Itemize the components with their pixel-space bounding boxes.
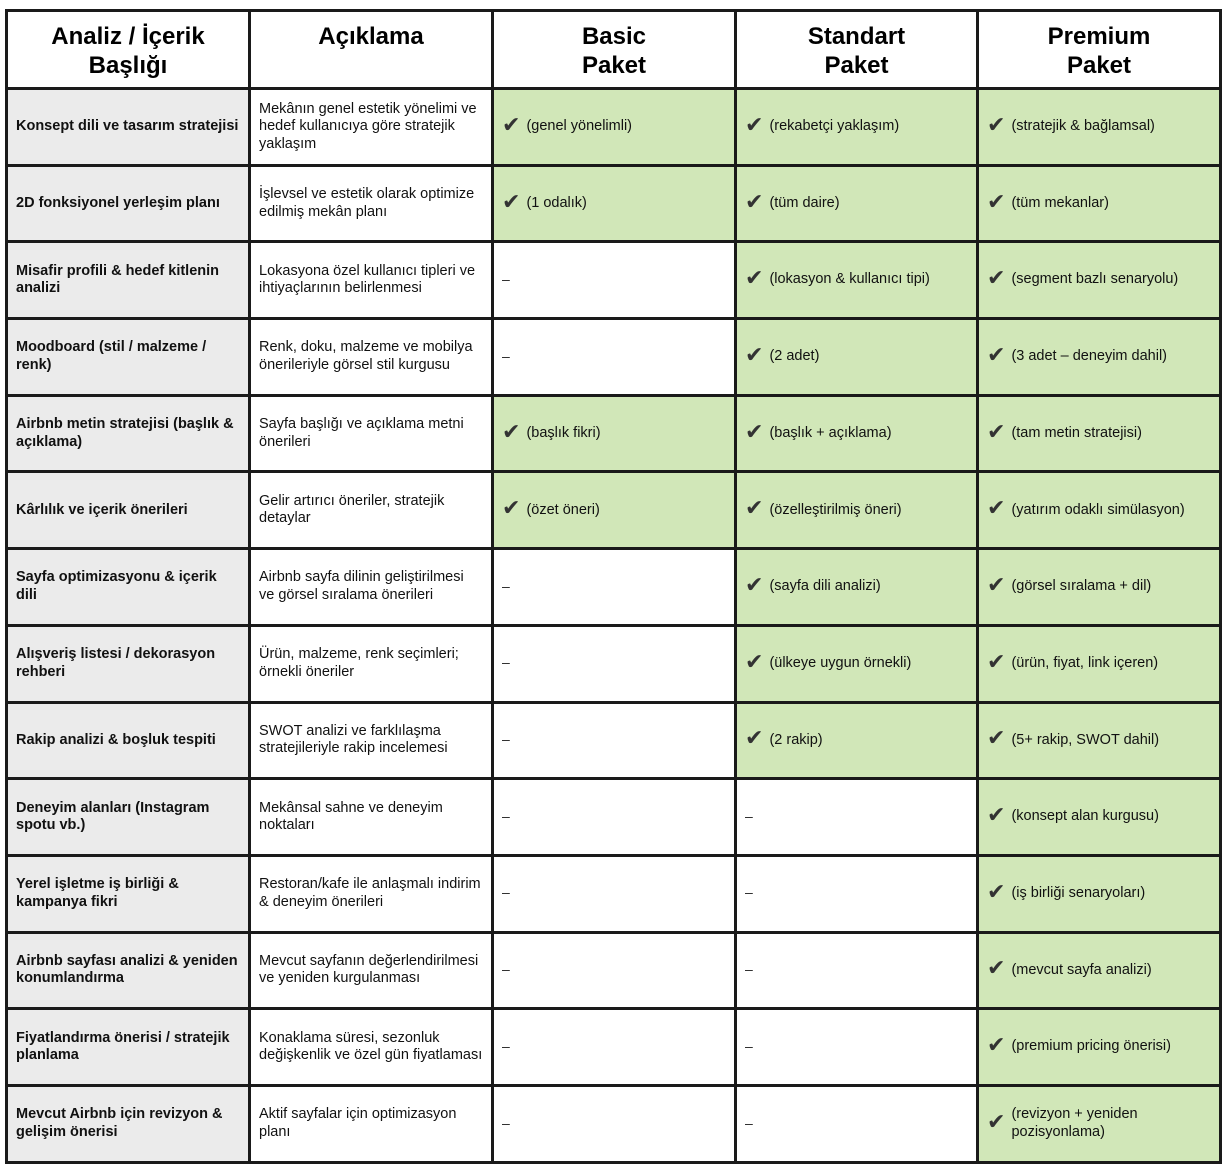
premium-package-cell [978, 779, 1221, 856]
standard-package-cell [736, 702, 978, 779]
package-note: (başlık fikri) [526, 424, 601, 441]
description-text: Gelir artırıcı öneriler, stratejik detaylar [259, 492, 445, 527]
basic-package-cell [493, 855, 736, 932]
header-premium [978, 11, 1221, 89]
description-text: Mekânın genel estetik yönelimi ve hedef kullanıcıya göre stratejik yaklaşım [259, 100, 477, 152]
included-content [745, 112, 968, 138]
package-note: (sayfa dili analizi) [769, 578, 881, 595]
basic-package-cell [493, 1085, 736, 1162]
description-cell [250, 1009, 493, 1086]
package-note: (iş birliği senaryoları) [1011, 884, 1146, 901]
not-included-dash: – [745, 807, 753, 824]
package-note: (2 rakip) [769, 731, 823, 748]
not-included-dash: – [502, 884, 510, 901]
description-cell [250, 855, 493, 932]
feature-cell [7, 702, 250, 779]
checkmark-icon: ✔ [987, 956, 1006, 982]
included-content [745, 726, 968, 752]
checkmark-icon: ✔ [987, 726, 1006, 752]
checkmark-icon: ✔ [745, 649, 764, 675]
comparison-table-wrapper [5, 9, 1222, 1164]
included-content [987, 726, 1211, 752]
feature-cell [7, 242, 250, 319]
header-premium-label: Premium Paket [1047, 23, 1151, 79]
feature-label: Airbnb sayfası analizi & yeniden konumlandırma [16, 952, 238, 987]
included-content [987, 572, 1211, 598]
package-note: (ürün, fiyat, link içeren) [1011, 654, 1159, 671]
description-cell [250, 165, 493, 242]
description-cell [250, 89, 493, 166]
header-description [250, 11, 493, 89]
package-note: (lokasyon & kullanıcı tipi) [769, 271, 930, 288]
package-note: (tam metin stratejisi) [1011, 424, 1142, 441]
standard-package-cell [736, 395, 978, 472]
description-cell [250, 319, 493, 396]
premium-package-cell [978, 395, 1221, 472]
standard-package-cell [736, 932, 978, 1009]
feature-cell [7, 1009, 250, 1086]
basic-package-cell [493, 625, 736, 702]
standard-package-cell [736, 1085, 978, 1162]
premium-package-cell [978, 625, 1221, 702]
not-included-dash: – [502, 807, 510, 824]
standard-package-cell [736, 319, 978, 396]
feature-label: Yerel işletme iş birliği & kampanya fikri [16, 876, 179, 910]
table-row [7, 319, 1221, 396]
table-row [7, 855, 1221, 932]
premium-package-cell [978, 702, 1221, 779]
checkmark-icon: ✔ [987, 496, 1006, 522]
not-included-dash: – [745, 1114, 753, 1131]
description-cell [250, 702, 493, 779]
feature-cell [7, 932, 250, 1009]
package-note: (revizyon + yeniden pozisyonlama) [1011, 1106, 1138, 1140]
basic-package-cell [493, 89, 736, 166]
package-comparison-table [5, 9, 1222, 1164]
standard-package-cell [736, 1009, 978, 1086]
included-content [745, 342, 968, 368]
not-included-dash: – [745, 884, 753, 901]
checkmark-icon: ✔ [745, 112, 764, 138]
included-content [987, 956, 1211, 982]
included-content [987, 1106, 1211, 1141]
description-text: Konaklama süresi, sezonluk değişkenlik ve özel gün fiyatlaması [259, 1029, 483, 1064]
description-text: Airbnb sayfa dilinin geliştirilmesi ve görsel sıralama önerileri [259, 569, 464, 603]
basic-package-cell [493, 702, 736, 779]
included-content [502, 112, 726, 138]
feature-label: Deneyim alanları (Instagram spotu vb.) [16, 799, 210, 834]
description-cell [250, 472, 493, 549]
included-content [502, 496, 726, 522]
package-note: (2 adet) [769, 348, 820, 365]
table-row [7, 932, 1221, 1009]
package-note: (ülkeye uygun örnekli) [769, 654, 912, 671]
feature-cell [7, 549, 250, 626]
feature-label: Sayfa optimizasyonu & içerik dili [16, 569, 217, 603]
package-note: (premium pricing önerisi) [1011, 1038, 1171, 1055]
checkmark-icon: ✔ [987, 1109, 1006, 1135]
premium-package-cell [978, 932, 1221, 1009]
package-note: (özet öneri) [526, 501, 600, 518]
header-row [7, 11, 1221, 89]
feature-cell [7, 855, 250, 932]
standard-package-cell [736, 855, 978, 932]
table-row [7, 779, 1221, 856]
basic-package-cell [493, 1009, 736, 1086]
package-note: (tüm daire) [769, 194, 840, 211]
table-row [7, 472, 1221, 549]
description-text: Ürün, malzeme, renk seçimleri; örnekli öneriler [259, 646, 459, 680]
standard-package-cell [736, 625, 978, 702]
checkmark-icon: ✔ [745, 342, 764, 368]
checkmark-icon: ✔ [502, 496, 521, 522]
checkmark-icon: ✔ [745, 266, 764, 292]
premium-package-cell [978, 165, 1221, 242]
feature-label: Airbnb metin stratejisi (başlık & açıklama) [16, 416, 234, 450]
feature-cell [7, 779, 250, 856]
package-note: (rekabetçi yaklaşım) [769, 118, 900, 135]
table-row [7, 702, 1221, 779]
feature-label: Misafir profili & hedef kitlenin analizi [16, 262, 220, 297]
not-included-dash: – [502, 731, 510, 748]
feature-label: Kârlılık ve içerik önerileri [16, 501, 188, 518]
package-note: (1 odalık) [526, 194, 587, 211]
table-row [7, 89, 1221, 166]
premium-package-cell [978, 242, 1221, 319]
included-content [987, 879, 1211, 905]
description-text: Lokasyona özel kullanıcı tipleri ve ihtiyaçlarının belirlenmesi [259, 262, 476, 297]
header-description-label: Açıklama [318, 23, 424, 50]
included-content [745, 496, 968, 522]
included-content [745, 572, 968, 598]
feature-cell [7, 625, 250, 702]
description-text: Mekânsal sahne ve deneyim noktaları [259, 799, 443, 834]
description-text: Aktif sayfalar için optimizasyon planı [259, 1106, 457, 1140]
package-note: (tüm mekanlar) [1011, 194, 1109, 211]
included-content [987, 342, 1211, 368]
not-included-dash: – [502, 961, 510, 978]
package-note: (başlık + açıklama) [769, 424, 892, 441]
included-content [745, 649, 968, 675]
feature-cell [7, 165, 250, 242]
not-included-dash: – [502, 347, 510, 364]
feature-label: Rakip analizi & boşluk tespiti [16, 731, 216, 748]
premium-package-cell [978, 1085, 1221, 1162]
table-body [7, 89, 1221, 1163]
checkmark-icon: ✔ [502, 189, 521, 215]
included-content [987, 419, 1211, 445]
checkmark-icon: ✔ [987, 189, 1006, 215]
not-included-dash: – [502, 1037, 510, 1054]
description-cell [250, 779, 493, 856]
standard-package-cell [736, 165, 978, 242]
included-content [502, 419, 726, 445]
included-content [987, 649, 1211, 675]
description-text: Mevcut sayfanın değerlendirilmesi ve yeniden kurgulanması [259, 952, 479, 987]
header-feature [7, 11, 250, 89]
standard-package-cell [736, 472, 978, 549]
package-note: (görsel sıralama + dil) [1011, 578, 1152, 595]
included-content [745, 189, 968, 215]
included-content [987, 496, 1211, 522]
package-note: (5+ rakip, SWOT dahil) [1011, 731, 1160, 748]
standard-package-cell [736, 242, 978, 319]
feature-cell [7, 472, 250, 549]
checkmark-icon: ✔ [987, 572, 1006, 598]
header-basic [493, 11, 736, 89]
checkmark-icon: ✔ [987, 266, 1006, 292]
description-cell [250, 549, 493, 626]
feature-label: Konsept dili ve tasarım stratejisi [16, 118, 239, 135]
included-content [745, 419, 968, 445]
package-note: (stratejik & bağlamsal) [1011, 118, 1155, 135]
feature-cell [7, 319, 250, 396]
package-note: (yatırım odaklı simülasyon) [1011, 501, 1185, 518]
header-feature-label: Analiz / İçerik Başlığı [51, 23, 205, 79]
feature-label: Fiyatlandırma önerisi / stratejik planlama [16, 1029, 230, 1064]
checkmark-icon: ✔ [745, 726, 764, 752]
description-text: SWOT analizi ve farklılaşma stratejileriyle rakip incelemesi [259, 722, 448, 757]
package-note: (genel yönelimli) [526, 118, 633, 135]
not-included-dash: – [745, 1037, 753, 1054]
not-included-dash: – [502, 577, 510, 594]
table-row [7, 165, 1221, 242]
package-note: (mevcut sayfa analizi) [1011, 961, 1152, 978]
header-basic-label: Basic Paket [581, 23, 647, 79]
table-row [7, 395, 1221, 472]
standard-package-cell [736, 549, 978, 626]
description-cell [250, 242, 493, 319]
premium-package-cell [978, 319, 1221, 396]
basic-package-cell [493, 165, 736, 242]
description-cell [250, 395, 493, 472]
basic-package-cell [493, 242, 736, 319]
not-included-dash: – [502, 654, 510, 671]
basic-package-cell [493, 319, 736, 396]
checkmark-icon: ✔ [987, 1033, 1006, 1059]
table-row [7, 242, 1221, 319]
description-text: Renk, doku, malzeme ve mobilya önerileriyle görsel stil kurgusu [259, 339, 473, 373]
header-standard-label: Standart Paket [807, 23, 906, 79]
basic-package-cell [493, 779, 736, 856]
package-note: (konsept alan kurgusu) [1011, 808, 1159, 825]
feature-cell [7, 89, 250, 166]
description-text: Restoran/kafe ile anlaşmalı indirim & deneyim önerileri [259, 876, 481, 910]
description-cell [250, 1085, 493, 1162]
checkmark-icon: ✔ [745, 189, 764, 215]
included-content [987, 112, 1211, 138]
included-content [987, 189, 1211, 215]
included-content [987, 266, 1211, 292]
basic-package-cell [493, 932, 736, 1009]
not-included-dash: – [502, 1114, 510, 1131]
checkmark-icon: ✔ [745, 419, 764, 445]
checkmark-icon: ✔ [502, 112, 521, 138]
basic-package-cell [493, 549, 736, 626]
included-content [987, 1033, 1211, 1059]
table-row [7, 1009, 1221, 1086]
package-note: (özelleştirilmiş öneri) [769, 501, 902, 518]
checkmark-icon: ✔ [502, 419, 521, 445]
description-text: İşlevsel ve estetik olarak optimize edilmiş mekân planı [259, 186, 475, 220]
checkmark-icon: ✔ [987, 342, 1006, 368]
description-cell [250, 932, 493, 1009]
not-included-dash: – [502, 270, 510, 287]
included-content [987, 803, 1211, 829]
package-note: (segment bazlı senaryolu) [1011, 271, 1179, 288]
premium-package-cell [978, 549, 1221, 626]
not-included-dash: – [745, 961, 753, 978]
checkmark-icon: ✔ [745, 496, 764, 522]
package-note: (3 adet – deneyim dahil) [1011, 348, 1168, 365]
included-content [745, 266, 968, 292]
premium-package-cell [978, 855, 1221, 932]
checkmark-icon: ✔ [987, 649, 1006, 675]
included-content [502, 189, 726, 215]
feature-cell [7, 395, 250, 472]
feature-cell [7, 1085, 250, 1162]
description-text: Sayfa başlığı ve açıklama metni önerileri [259, 416, 464, 450]
header-standard [736, 11, 978, 89]
feature-label: Mevcut Airbnb için revizyon & gelişim önerisi [16, 1106, 223, 1140]
basic-package-cell [493, 395, 736, 472]
checkmark-icon: ✔ [987, 112, 1006, 138]
checkmark-icon: ✔ [987, 803, 1006, 829]
premium-package-cell [978, 472, 1221, 549]
checkmark-icon: ✔ [987, 879, 1006, 905]
standard-package-cell [736, 779, 978, 856]
premium-package-cell [978, 89, 1221, 166]
checkmark-icon: ✔ [745, 572, 764, 598]
table-row [7, 549, 1221, 626]
table-row [7, 625, 1221, 702]
standard-package-cell [736, 89, 978, 166]
description-cell [250, 625, 493, 702]
basic-package-cell [493, 472, 736, 549]
checkmark-icon: ✔ [987, 419, 1006, 445]
premium-package-cell [978, 1009, 1221, 1086]
feature-label: Alışveriş listesi / dekorasyon rehberi [16, 646, 216, 680]
table-row [7, 1085, 1221, 1162]
feature-label: 2D fonksiyonel yerleşim planı [16, 194, 220, 211]
feature-label: Moodboard (stil / malzeme / renk) [16, 339, 207, 373]
